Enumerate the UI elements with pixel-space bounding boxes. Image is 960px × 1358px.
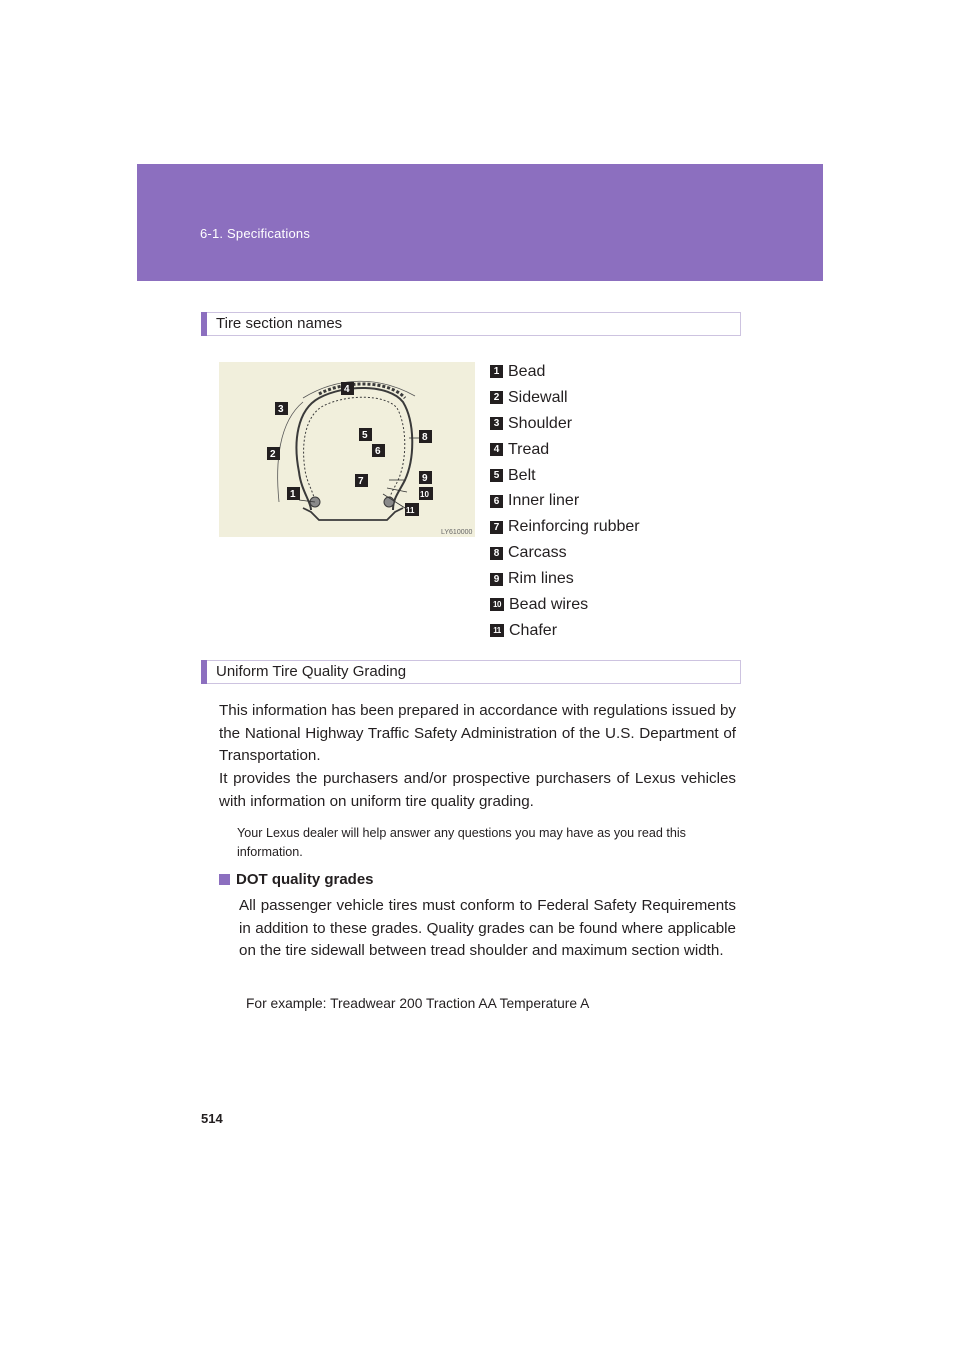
list-item (490, 359, 640, 385)
list-item (490, 488, 640, 514)
list-item (490, 592, 640, 618)
dot-paragraph: All passenger vehicle tires must conform to Federal Safety Requirements in addition to these grades. Quality grades can be found where applicable on the tire sidewall between tread shoulder and maximum section width. (239, 897, 736, 959)
svg-text:4: 4 (344, 384, 350, 395)
number-badge: 5 (490, 469, 503, 482)
svg-text:1: 1 (290, 489, 296, 500)
number-badge: 11 (490, 624, 504, 637)
grading-paragraph-1: This information has been prepared in accordance with regulations issued by the National Highway Traffic Safety Administration of the U.S. Department of Transportation. (219, 702, 736, 764)
section-label: 6-1. Specifications (200, 226, 311, 241)
number-badge: 4 (490, 443, 503, 456)
number-badge: 10 (490, 598, 504, 611)
part-label: Carcass (508, 544, 567, 562)
tire-diagram (219, 362, 475, 537)
part-label: Tread (508, 440, 550, 458)
number-badge: 2 (490, 391, 503, 404)
list-item (490, 540, 640, 566)
svg-text:2: 2 (270, 449, 276, 460)
svg-text:9: 9 (422, 473, 428, 484)
svg-text:11: 11 (406, 506, 415, 515)
list-item (490, 411, 640, 437)
svg-text:6: 6 (375, 446, 381, 457)
svg-text:8: 8 (422, 432, 428, 443)
grading-heading (201, 660, 741, 684)
tire-section-heading (201, 312, 741, 336)
grading-heading-text: Uniform Tire Quality Grading (216, 663, 407, 680)
page-number: 514 (201, 1111, 223, 1126)
part-label: Sidewall (508, 388, 568, 406)
list-item (490, 618, 640, 644)
part-label: Chafer (509, 621, 558, 639)
header-band (137, 164, 823, 281)
part-label: Rim lines (508, 570, 574, 588)
part-label: Inner liner (508, 492, 580, 510)
dot-heading-text: DOT quality grades (236, 871, 374, 888)
svg-text:5: 5 (362, 430, 368, 441)
list-item (490, 385, 640, 411)
list-item (490, 463, 640, 489)
svg-text:10: 10 (420, 490, 429, 499)
part-label: Shoulder (508, 414, 573, 432)
tire-cross-section-illustration (219, 362, 475, 537)
tire-section-heading-text: Tire section names (216, 315, 343, 332)
dealer-note: Your Lexus dealer will help answer any questions you may have as you read this information. (237, 826, 686, 859)
number-badge: 6 (490, 495, 503, 508)
part-label: Reinforcing rubber (508, 518, 640, 536)
list-item (490, 566, 640, 592)
part-label: Belt (508, 466, 536, 484)
number-badge: 8 (490, 547, 503, 560)
svg-text:7: 7 (358, 476, 364, 487)
number-badge: 1 (490, 365, 503, 378)
heading-accent (201, 312, 207, 336)
number-badge: 7 (490, 521, 503, 534)
number-badge: 9 (490, 573, 503, 586)
dot-heading (219, 871, 374, 888)
diagram-code: LY610000 (441, 529, 473, 536)
part-label: Bead wires (509, 595, 589, 613)
example-text: For example: Treadwear 200 Traction AA Temperature A (246, 996, 590, 1011)
tire-parts-list (490, 359, 640, 644)
part-label: Bead (508, 362, 546, 380)
square-bullet-icon (219, 874, 230, 885)
grading-paragraph-2: It provides the purchasers and/or prospective purchasers of Lexus vehicles with information on uniform tire quality grading. (219, 770, 736, 810)
list-item (490, 514, 640, 540)
svg-text:3: 3 (278, 404, 284, 415)
list-item (490, 437, 640, 463)
number-badge: 3 (490, 417, 503, 430)
heading-accent (201, 660, 207, 684)
